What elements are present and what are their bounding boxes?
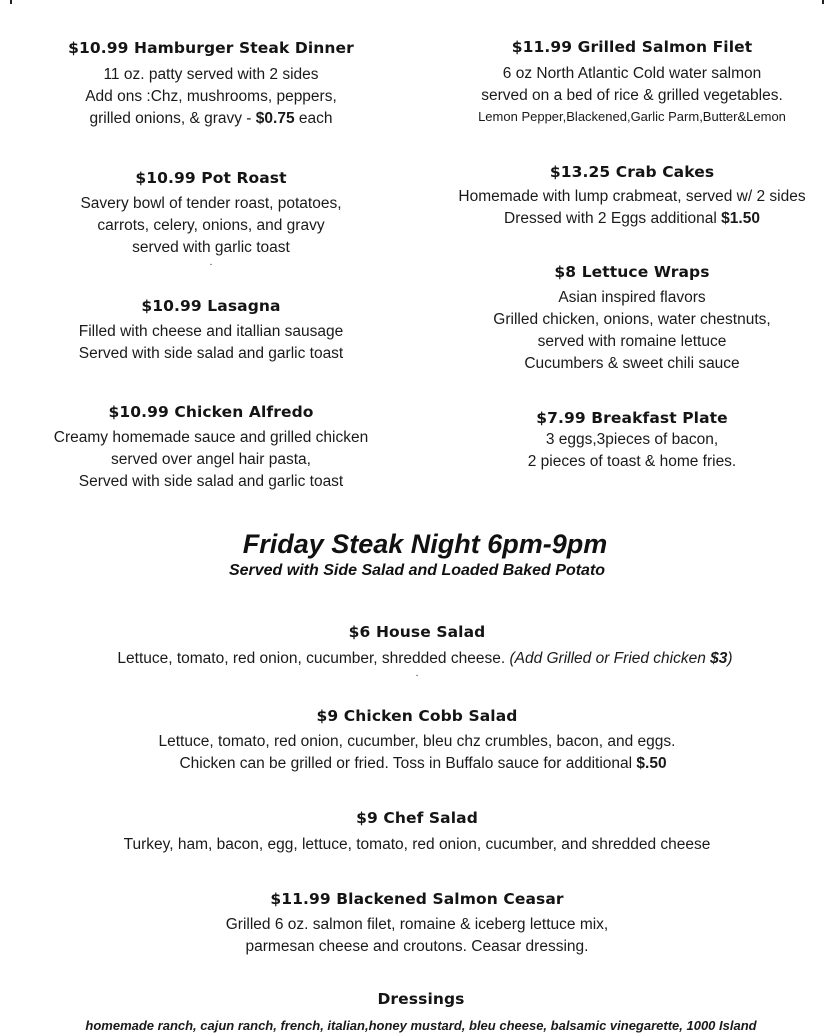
item-desc-line: Asian inspired flavors xyxy=(558,289,706,306)
item-desc-line: Lettuce, tomato, red onion, cucumber, bleu chz crumbles, bacon, and eggs. xyxy=(158,733,676,750)
salad-chef xyxy=(0,808,834,856)
item-desc-line: Dressed with 2 Eggs additional $1.50 xyxy=(504,210,760,227)
item-title: $9 Chef Salad xyxy=(356,809,478,827)
menu-item-lettuce-wraps xyxy=(430,262,834,375)
friday-special xyxy=(0,528,834,582)
item-title: $10.99 Chicken Alfredo xyxy=(108,403,314,421)
item-desc-line: 3 eggs,3pieces of bacon, xyxy=(545,431,719,448)
addon-price: $.50 xyxy=(636,755,667,772)
crop-mark-left xyxy=(10,0,12,4)
item-desc-line: served on a bed of rice & grilled vegetables. xyxy=(481,87,783,104)
salad-chicken-cobb xyxy=(0,706,834,775)
item-desc-line: served over angel hair pasta, xyxy=(111,451,311,468)
salad-blackened-salmon-ceasar xyxy=(0,889,834,958)
item-title: $10.99 Pot Roast xyxy=(135,169,287,187)
item-desc-line: served with garlic toast xyxy=(132,239,290,256)
item-desc-line: Filled with cheese and itallian sausage xyxy=(78,323,344,340)
item-title: $9 Chicken Cobb Salad xyxy=(316,707,518,725)
item-desc-line: 2 pieces of toast & home fries. xyxy=(527,453,737,470)
menu-item-chicken-alfredo xyxy=(30,402,392,493)
item-desc-line: Cucumbers & sweet chili sauce xyxy=(524,355,740,372)
item-title: $10.99 Lasagna xyxy=(141,297,281,315)
item-title: $7.99 Breakfast Plate xyxy=(536,409,728,427)
item-desc-line: Chicken can be grilled or fried. Toss in Buffalo sauce for additional $.50 xyxy=(179,755,667,772)
item-title: $11.99 Grilled Salmon Filet xyxy=(511,38,753,56)
item-title: $10.99 Hamburger Steak Dinner xyxy=(68,39,354,57)
dressings-list: homemade ranch, cajun ranch, french, italian,honey mustard, bleu cheese, balsamic vinegarette, 1000 Island xyxy=(85,1018,757,1033)
menu-item-crab-cakes xyxy=(430,162,834,230)
stray-mark: . xyxy=(415,668,419,679)
menu-item-hamburger-steak xyxy=(40,38,382,130)
item-title: $8 Lettuce Wraps xyxy=(554,263,710,281)
item-desc-line: Savery bowl of tender roast, potatoes, xyxy=(80,195,342,212)
item-desc-line: 6 oz North Atlantic Cold water salmon xyxy=(502,65,762,82)
dressings-title: Dressings xyxy=(377,990,465,1008)
addon-price: $1.50 xyxy=(721,210,760,227)
crop-mark-right xyxy=(822,0,824,4)
item-desc-line: parmesan cheese and croutons. Ceasar dressing. xyxy=(245,938,589,955)
item-desc-line: Lettuce, tomato, red onion, cucumber, shredded cheese. (Add Grilled or Fried chicken $3) xyxy=(117,650,733,667)
item-desc-line: 11 oz. patty served with 2 sides xyxy=(103,66,319,83)
menu-item-pot-roast xyxy=(40,168,382,267)
item-options-line: Lemon Pepper,Blackened,Garlic Parm,Butter&Lemon xyxy=(478,109,786,124)
item-desc-line: carrots, celery, onions, and gravy xyxy=(97,217,325,234)
item-desc-line: Served with side salad and garlic toast xyxy=(78,345,344,362)
item-desc-line: Grilled 6 oz. salmon filet, romaine & iceberg lettuce mix, xyxy=(225,916,609,933)
special-title: Friday Steak Night 6pm-9pm xyxy=(242,529,608,559)
item-desc-line: Add ons :Chz, mushrooms, peppers, xyxy=(85,88,337,105)
item-desc-line: Creamy homemade sauce and grilled chicken xyxy=(53,429,369,446)
item-desc-line: Served with side salad and garlic toast xyxy=(78,473,344,490)
item-title: $11.99 Blackened Salmon Ceasar xyxy=(270,890,564,908)
addon-price: $0.75 xyxy=(255,110,295,127)
item-desc-line: Turkey, ham, bacon, egg, lettuce, tomato, red onion, cucumber, and shredded cheese xyxy=(123,836,711,853)
salad-house xyxy=(0,622,834,678)
special-subtitle: Served with Side Salad and Loaded Baked Potato xyxy=(228,562,606,579)
menu-item-grilled-salmon xyxy=(430,37,834,127)
item-desc-line: served with romaine lettuce xyxy=(537,333,727,350)
stray-mark: . xyxy=(209,257,213,268)
add-chicken-note: (Add Grilled or Fried chicken $3) xyxy=(509,650,733,667)
dressings-section xyxy=(0,989,834,1035)
item-desc-line: Homemade with lump crabmeat, served w/ 2 sides xyxy=(458,188,806,205)
item-desc-line: grilled onions, & gravy - $0.75 each xyxy=(89,110,333,127)
menu-item-lasagna xyxy=(40,296,382,365)
menu-item-breakfast-plate xyxy=(430,408,834,473)
item-title: $13.25 Crab Cakes xyxy=(549,163,715,181)
item-desc-line: Grilled chicken, onions, water chestnuts, xyxy=(493,311,771,328)
item-title: $6 House Salad xyxy=(348,623,486,641)
